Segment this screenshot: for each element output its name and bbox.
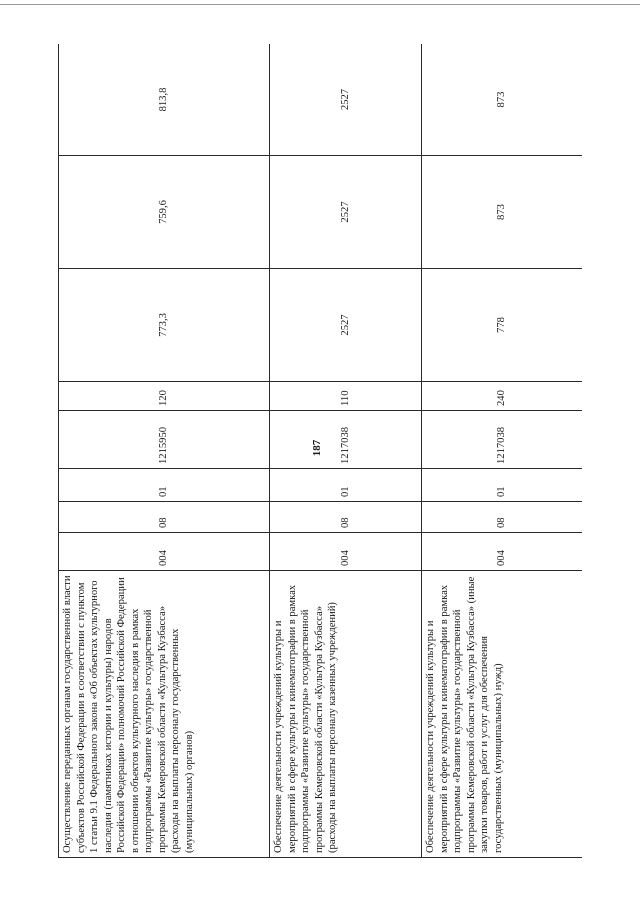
amount-3: 2527: [270, 44, 422, 156]
amount-2: 759,6: [59, 156, 270, 269]
amount-2: 873: [422, 156, 583, 269]
expense-type-code: 120: [59, 382, 270, 411]
expense-type-code: 240: [422, 382, 583, 411]
amount-2: 2527: [270, 156, 422, 269]
ministry-code: 004: [422, 533, 583, 571]
subsection-code: 01: [59, 469, 270, 502]
amount-1: 773,3: [59, 269, 270, 382]
subsection-code: 01: [422, 469, 583, 502]
rotated-table-container: [58, 44, 582, 858]
row-description: Обеспечение деятельности учреждений культуры и мероприятий в сфере культуры и кинематографии в рамках подпрограммы «Развитие культуры» государственной программы Кемеровской области «Культура Кузбасса» (расходы на выплаты персоналу казенных учреждений): [270, 571, 422, 858]
table-row: [422, 44, 583, 858]
expense-type-code: 110: [270, 382, 422, 411]
page-number: 187: [311, 439, 323, 457]
table-frame: [58, 44, 582, 858]
target-article-code: 1217038: [270, 411, 422, 469]
top-rule: [0, 4, 640, 5]
table-row: [270, 44, 422, 858]
amount-1: 2527: [270, 269, 422, 382]
subsection-code: 01: [270, 469, 422, 502]
budget-table: [58, 44, 582, 858]
amount-3: 873: [422, 44, 583, 156]
amount-3: 813,8: [59, 44, 270, 156]
ministry-code: 004: [270, 533, 422, 571]
section-code: 08: [59, 502, 270, 533]
target-article-code: 1217038: [422, 411, 583, 469]
row-description: Осуществление переданных органам государственной власти субъектов Российской Федерации в соответствии с пунктом 1 статьи 9.1 Федерального закона «Об объектах культурного наследия (памятниках истории и культуры) народов Российской Федерации» полномочий Российской Федерации в отношении объектов культурного наследия в рамках подпрограммы «Развитие культуры» государственной программы Кемеровской области «Культура Кузбасса» (расходы на выплаты персоналу государственных (муниципальных) органов): [59, 571, 270, 858]
amount-1: 778: [422, 269, 583, 382]
section-code: 08: [422, 502, 583, 533]
table-row: [59, 44, 270, 858]
section-code: 08: [270, 502, 422, 533]
ministry-code: 004: [59, 533, 270, 571]
row-description: Обеспечение деятельности учреждений культуры и мероприятий в сфере культуры и кинематографии в рамках подпрограммы «Развитие культуры» государственной программы Кемеровской области «Культура Кузбасса» (иные закупки товаров, работ и услуг для обеспечения государственных (муниципальных) нужд): [422, 571, 583, 858]
target-article-code: 1215950: [59, 411, 270, 469]
